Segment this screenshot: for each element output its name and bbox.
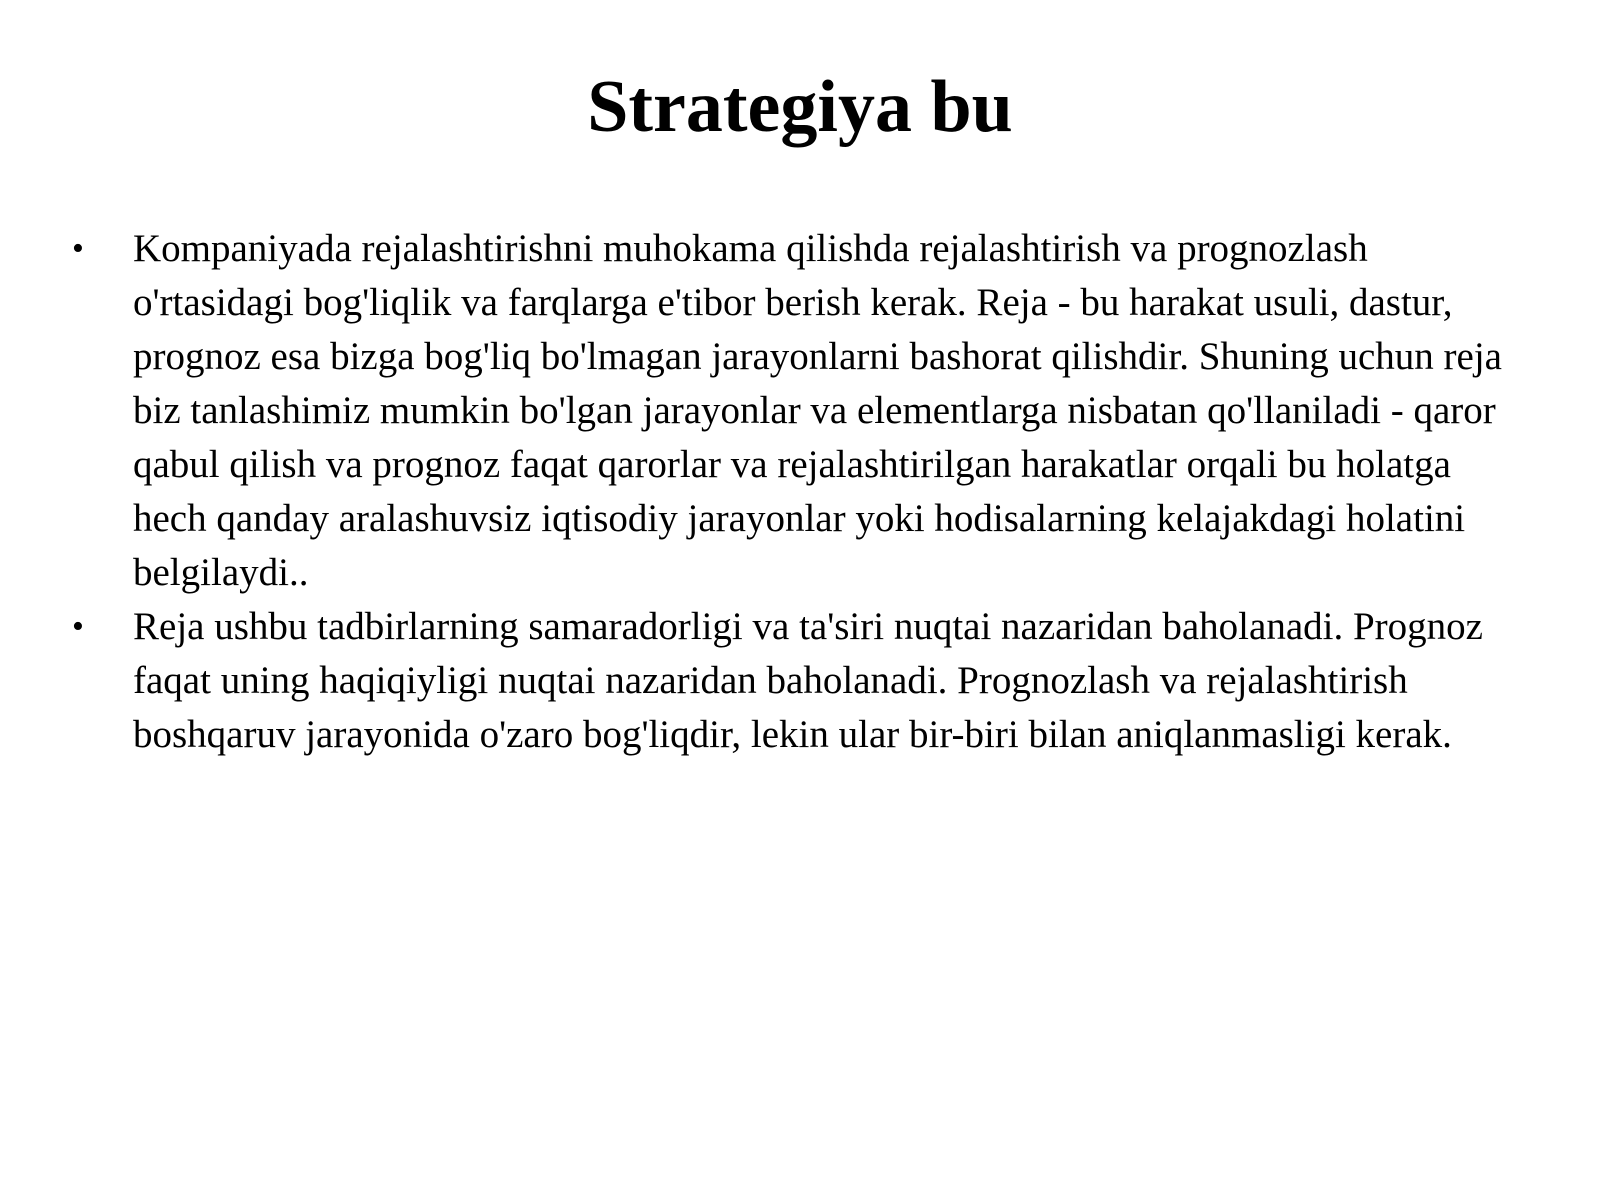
bullet-list [72,222,1513,762]
slide-title: Strategiya bu [587,66,1013,148]
bullet-icon: • [72,608,84,645]
bullet-text-1: Kompaniyada rejalashtirishni muhokama qilishda rejalashtirish va prognozlash o'rtasidagi bog'liqlik va farqlarga e'tibor berish kerak. Reja - bu harakat usuli, dastur, prognoz esa bizga bog'liq bo'lmagan jarayonlarni bashorat qilishdir. Shuning uchun reja biz tanlashimiz mumkin bo'lgan jarayonlar va elementlarga nisbatan qo'llaniladi - qaror qabul qilish va prognoz faqat qarorlar va rejalashtirilgan harakatlar orqali bu holatga hech qanday aralashuvsiz iqtisodiy jarayonlar yoki hodisalarning kelajakdagi holatini belgilaydi.. [133,227,1502,594]
bullet-item-1 [72,222,1513,600]
bullet-item-2 [72,600,1513,762]
bullet-text-2: Reja ushbu tadbirlarning samaradorligi va ta'siri nuqtai nazaridan baholanadi. Prognoz faqat uning haqiqiyligi nuqtai nazaridan baholanadi. Prognozlash va rejalashtirish boshqaruv jarayonida o'zaro bog'liqdir, lekin ular bir-biri bilan aniqlanmasligi kerak. [133,605,1483,756]
bullet-icon: • [72,230,84,267]
